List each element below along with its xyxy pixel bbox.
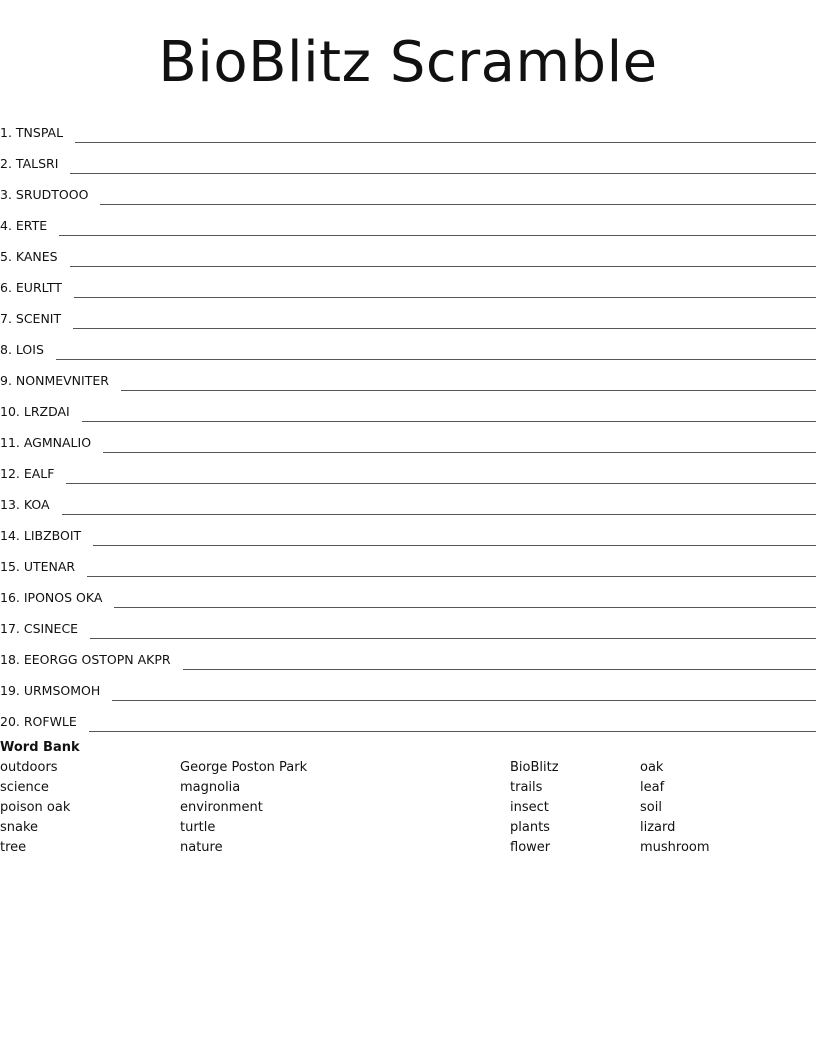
answer-line[interactable] <box>100 190 816 205</box>
answer-line[interactable] <box>70 159 816 174</box>
word-bank-word: environment <box>180 800 263 815</box>
scrambled-word: 11. AGMNALIO <box>0 435 92 450</box>
scrambled-word: 5. KANES <box>0 249 58 264</box>
scramble-item <box>0 639 816 670</box>
scramble-item <box>0 298 816 329</box>
word-bank-title: Word Bank <box>0 740 80 755</box>
word-bank-word: plants <box>510 820 550 835</box>
answer-line[interactable] <box>87 562 816 577</box>
answer-line[interactable] <box>73 314 816 329</box>
word-bank-grid <box>0 758 816 868</box>
answer-line[interactable] <box>103 438 816 453</box>
word-bank-word: lizard <box>640 820 676 835</box>
scrambled-word: 20. ROFWLE <box>0 714 77 729</box>
answer-line[interactable] <box>112 686 816 701</box>
answer-line[interactable] <box>93 531 816 546</box>
word-bank-word: tree <box>0 840 27 855</box>
answer-line[interactable] <box>59 221 816 236</box>
scramble-item <box>0 422 816 453</box>
word-bank-column <box>0 758 70 858</box>
scramble-item <box>0 329 816 360</box>
answer-line[interactable] <box>114 593 816 608</box>
word-bank-word: poison oak <box>0 800 71 815</box>
scrambled-word: 6. EURLTT <box>0 280 62 295</box>
scramble-item <box>0 236 816 267</box>
word-bank-word: oak <box>640 760 664 775</box>
scrambled-word: 18. EEORGG OSTOPN AKPR <box>0 652 171 667</box>
word-bank-word: outdoors <box>0 760 58 775</box>
answer-line[interactable] <box>75 128 816 143</box>
word-bank-word: nature <box>180 840 223 855</box>
word-bank-column <box>180 758 307 858</box>
scrambled-word: 9. NONMEVNITER <box>0 373 109 388</box>
scrambled-word: 13. KOA <box>0 497 50 512</box>
word-bank-word: BioBlitz <box>510 760 559 775</box>
word-bank-word: insect <box>510 800 549 815</box>
scrambled-word: 15. UTENAR <box>0 559 76 574</box>
scramble-item <box>0 608 816 639</box>
scrambled-word: 19. URMSOMOH <box>0 683 101 698</box>
scramble-item <box>0 484 816 515</box>
word-bank-word: leaf <box>640 780 665 795</box>
answer-line[interactable] <box>74 283 816 298</box>
word-bank-word: turtle <box>180 820 216 835</box>
scramble-item <box>0 577 816 608</box>
page-title: BioBlitz Scramble <box>158 30 658 95</box>
word-bank-column <box>640 758 710 858</box>
scrambled-word: 10. LRZDAI <box>0 404 70 419</box>
scramble-item <box>0 546 816 577</box>
scrambled-word: 2. TALSRI <box>0 156 59 171</box>
answer-line[interactable] <box>82 407 816 422</box>
answer-line[interactable] <box>90 624 816 639</box>
scrambled-word: 7. SCENIT <box>0 311 62 326</box>
answer-line[interactable] <box>66 469 816 484</box>
scrambled-word: 4. ERTE <box>0 218 48 233</box>
answer-line[interactable] <box>56 345 816 360</box>
scramble-item <box>0 391 816 422</box>
scramble-item <box>0 360 816 391</box>
word-bank-word: soil <box>640 800 662 815</box>
word-bank-word: magnolia <box>180 780 241 795</box>
scramble-item <box>0 267 816 298</box>
word-bank-word: trails <box>510 780 543 795</box>
scramble-item <box>0 453 816 484</box>
answer-line[interactable] <box>89 717 816 732</box>
scrambled-word: 17. CSINECE <box>0 621 79 636</box>
scramble-item <box>0 205 816 236</box>
answer-line[interactable] <box>62 500 816 515</box>
scramble-item <box>0 701 816 732</box>
scramble-item <box>0 515 816 546</box>
scrambled-word: 16. IPONOS OKA <box>0 590 103 605</box>
word-bank-column <box>510 758 559 858</box>
word-bank-word: George Poston Park <box>180 760 308 775</box>
scramble-item <box>0 670 816 701</box>
scrambled-word: 1. TNSPAL <box>0 125 64 140</box>
answer-line[interactable] <box>70 252 816 267</box>
word-bank-word: flower <box>510 840 551 855</box>
scrambled-word: 12. EALF <box>0 466 55 481</box>
word-bank-word: snake <box>0 820 39 835</box>
answer-line[interactable] <box>121 376 816 391</box>
scrambled-word: 14. LIBZBOIT <box>0 528 82 543</box>
scramble-item <box>0 143 816 174</box>
word-bank-word: mushroom <box>640 840 710 855</box>
word-bank-word: science <box>0 780 49 795</box>
word-bank <box>0 738 816 868</box>
answer-line[interactable] <box>183 655 816 670</box>
scramble-item <box>0 112 816 143</box>
scramble-item <box>0 174 816 205</box>
scrambled-word: 8. LOIS <box>0 342 44 357</box>
scrambled-word: 3. SRUDTOOO <box>0 187 89 202</box>
scramble-list <box>0 112 816 732</box>
